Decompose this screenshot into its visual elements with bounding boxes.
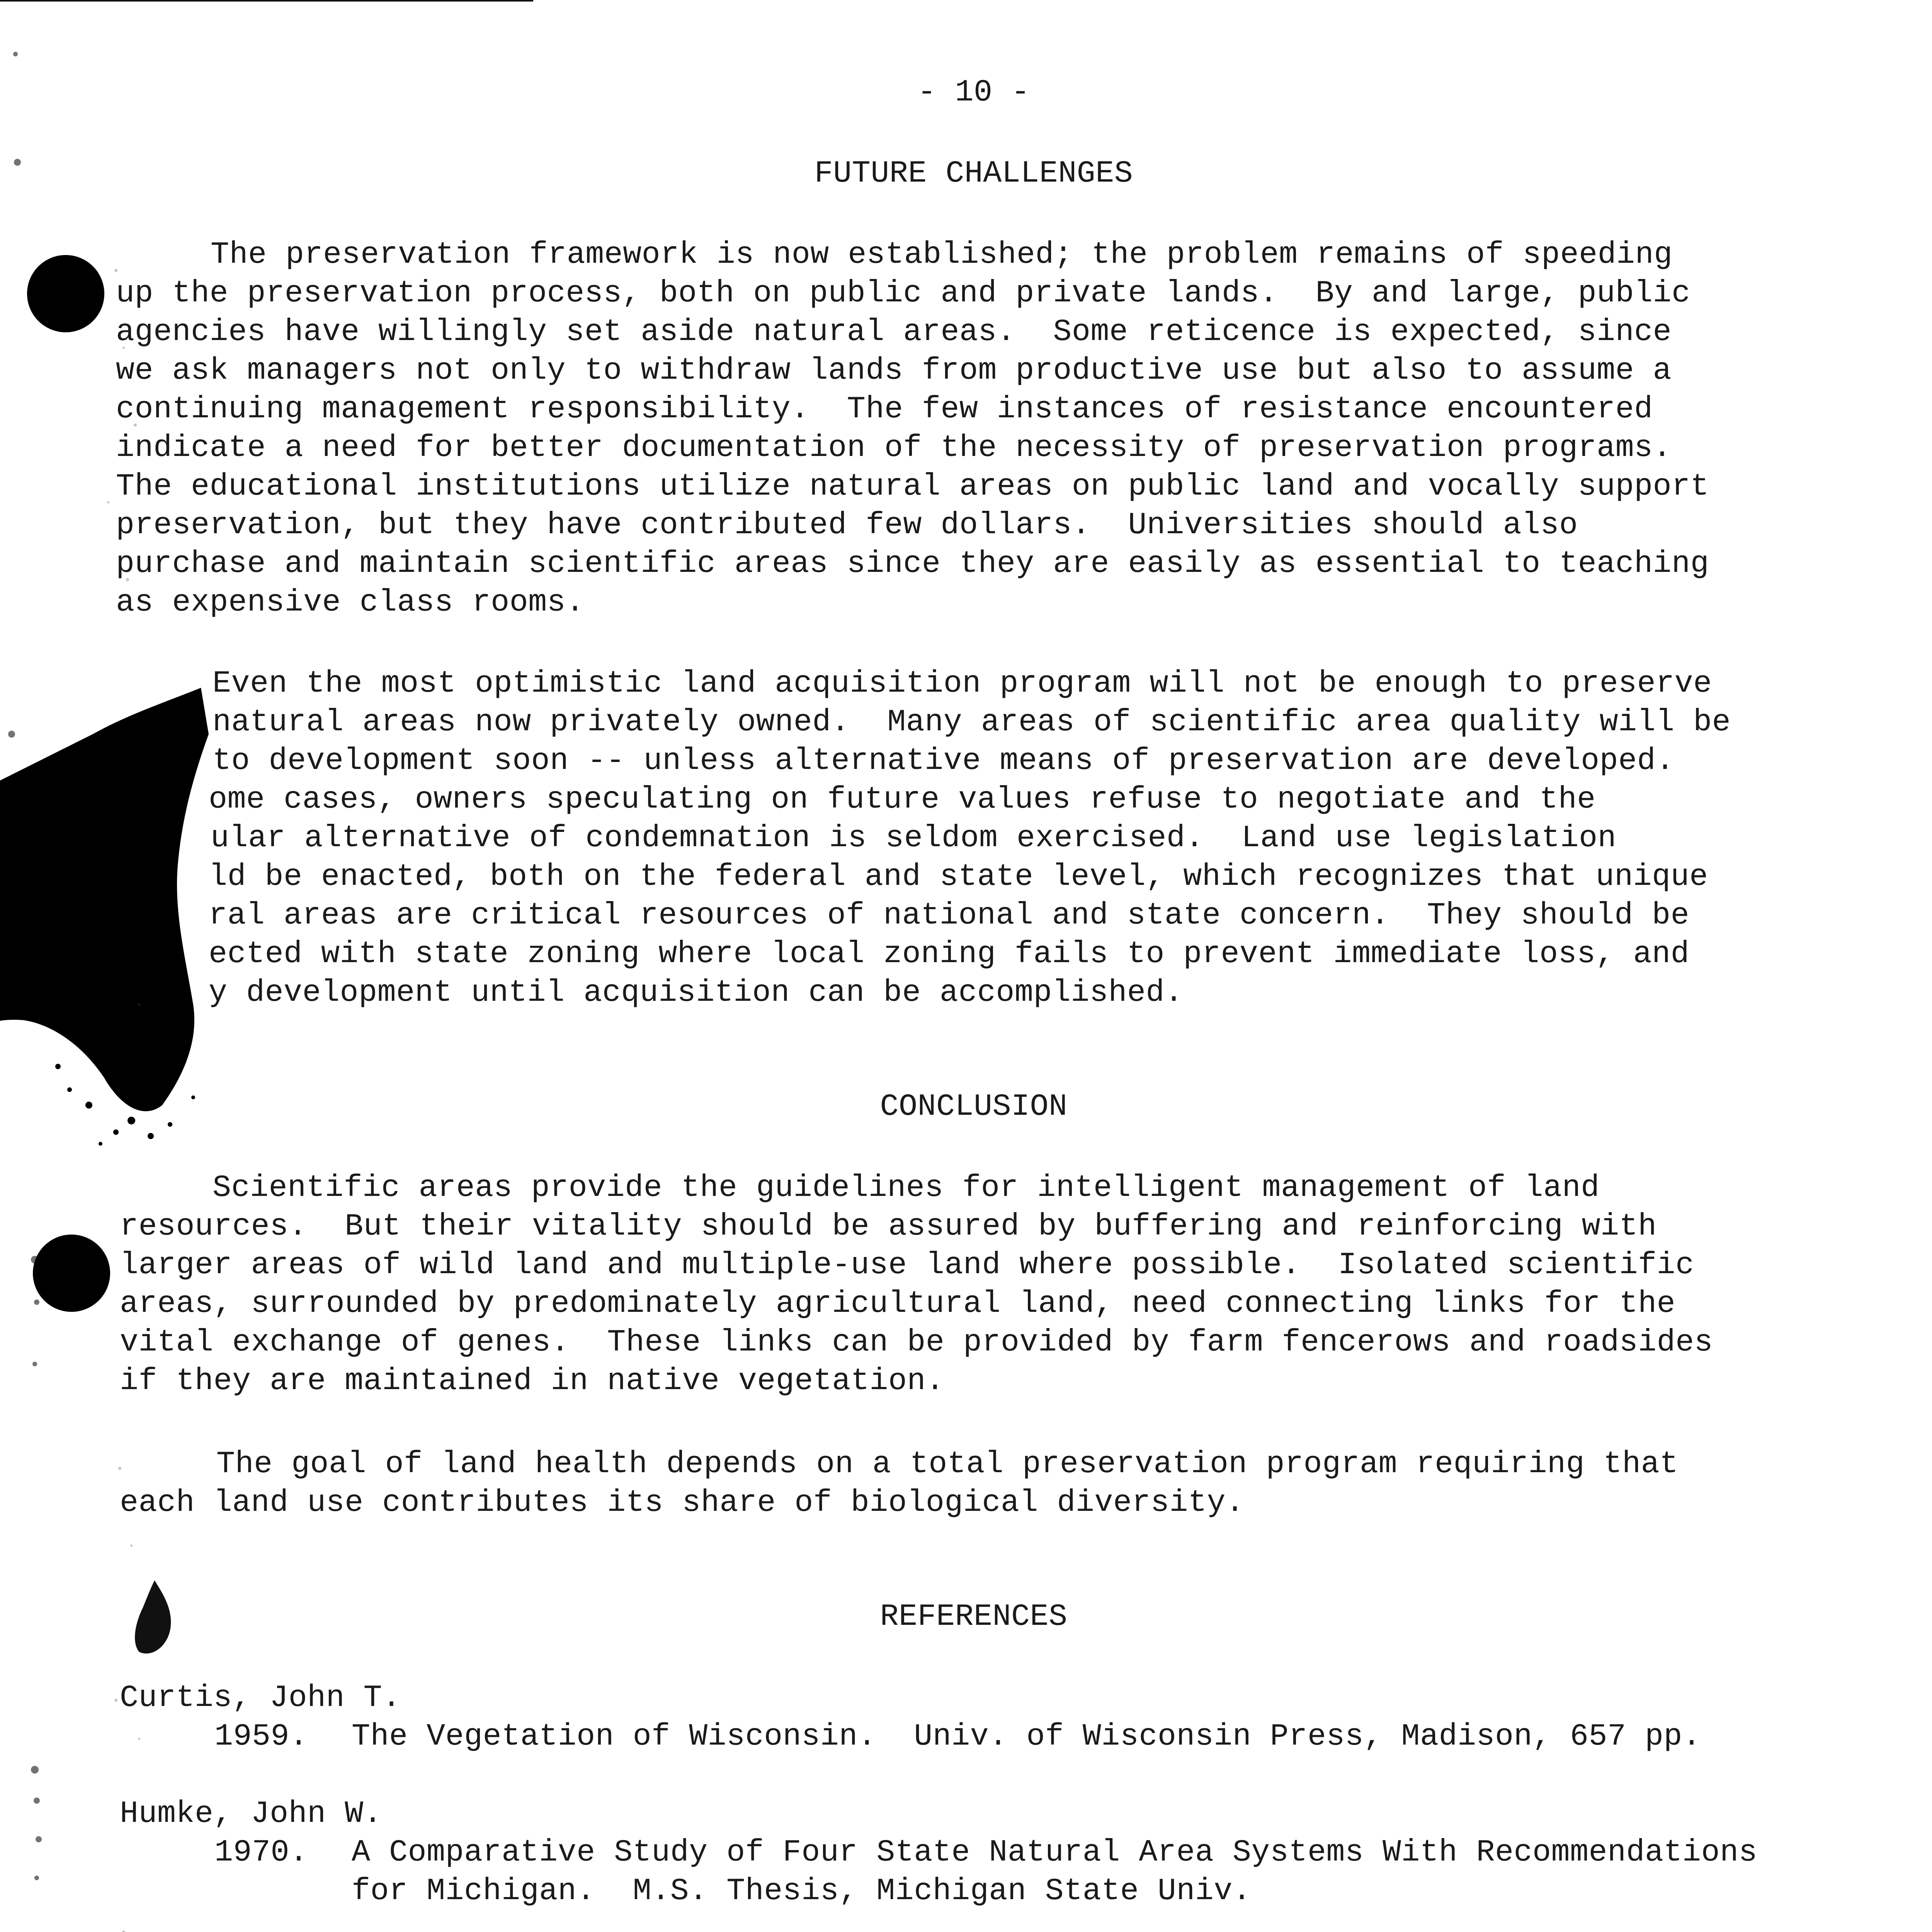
- paragraph-line: ld be enacted, both on the federal and state level, which recognizes that unique: [209, 859, 1708, 895]
- paragraph-line: agencies have willingly set aside natural areas. Some reticence is expected, since: [116, 315, 1672, 350]
- paragraph-line: resources. But their vitality should be assured by buffering and reinforcing with: [120, 1209, 1657, 1244]
- reference-author: Curtis, John T.: [120, 1680, 401, 1716]
- paragraph-line: preservation, but they have contributed few dollars. Universities should also: [116, 508, 1578, 543]
- paragraph-line: purchase and maintain scientific areas since they are easily as essential to teaching: [116, 546, 1709, 582]
- paragraph-line: Even the most optimistic land acquisition program will not be enough to preserve: [213, 666, 1712, 701]
- paragraph-line: ular alternative of condemnation is seldom exercised. Land use legislation: [211, 821, 1617, 856]
- section-heading-references: REFERENCES: [880, 1599, 1068, 1634]
- paragraph-line: The preservation framework is now established; the problem remains of speeding: [211, 237, 1673, 272]
- paragraph-line: we ask managers not only to withdraw lands from productive use but also to assume a: [116, 353, 1672, 388]
- paragraph-line: if they are maintained in native vegetation.: [120, 1364, 945, 1399]
- section-heading-conclusion: CONCLUSION: [880, 1089, 1068, 1124]
- paragraph-line: up the preservation process, both on public and private lands. By and large, public: [116, 276, 1690, 311]
- paragraph-line: The goal of land health depends on a total preservation program requiring that: [216, 1447, 1679, 1482]
- paragraph-line: ral areas are critical resources of national and state concern. They should be: [209, 898, 1690, 933]
- paragraph-line: ome cases, owners speculating on future values refuse to negotiate and the: [209, 782, 1596, 817]
- paragraph-line: areas, surrounded by predominately agricultural land, need connecting links for the: [120, 1286, 1676, 1321]
- reference-author: Humke, John W.: [120, 1796, 383, 1832]
- paragraph-line: continuing management responsibility. The few instances of resistance encountered: [116, 392, 1653, 427]
- section-heading-future-challenges: FUTURE CHALLENGES: [814, 156, 1133, 191]
- reference-text: for Michigan. M.S. Thesis, Michigan State Univ.: [352, 1874, 1252, 1909]
- reference-year: 1959.: [214, 1719, 308, 1754]
- paragraph-line: as expensive class rooms.: [116, 585, 585, 620]
- paragraph-line: Scientific areas provide the guidelines for intelligent management of land: [213, 1170, 1600, 1206]
- paragraph-line: The educational institutions utilize natural areas on public land and vocally support: [116, 469, 1709, 504]
- reference-year: 1970.: [214, 1835, 308, 1870]
- paragraph-line: natural areas now privately owned. Many areas of scientific area quality will be: [213, 705, 1731, 740]
- paragraph-line: each land use contributes its share of biological diversity.: [120, 1485, 1245, 1520]
- reference-text: A Comparative Study of Four State Natural Area Systems With Recommendations: [352, 1835, 1758, 1870]
- paragraph-line: to development soon -- unless alternative means of preservation are developed.: [213, 743, 1675, 779]
- reference-text: The Vegetation of Wisconsin. Univ. of Wisconsin Press, Madison, 657 pp.: [352, 1719, 1701, 1754]
- paragraph-line: indicate a need for better documentation of the necessity of preservation programs.: [116, 430, 1672, 466]
- paragraph-line: y development until acquisition can be accomplished.: [209, 975, 1184, 1010]
- page-number: - 10 -: [917, 75, 1030, 110]
- paragraph-line: vital exchange of genes. These links can be provided by farm fencerows and roadsides: [120, 1325, 1713, 1360]
- paragraph-line: larger areas of wild land and multiple-use land where possible. Isolated scientific: [120, 1248, 1694, 1283]
- paragraph-line: ected with state zoning where local zoning fails to prevent immediate loss, and: [209, 937, 1690, 972]
